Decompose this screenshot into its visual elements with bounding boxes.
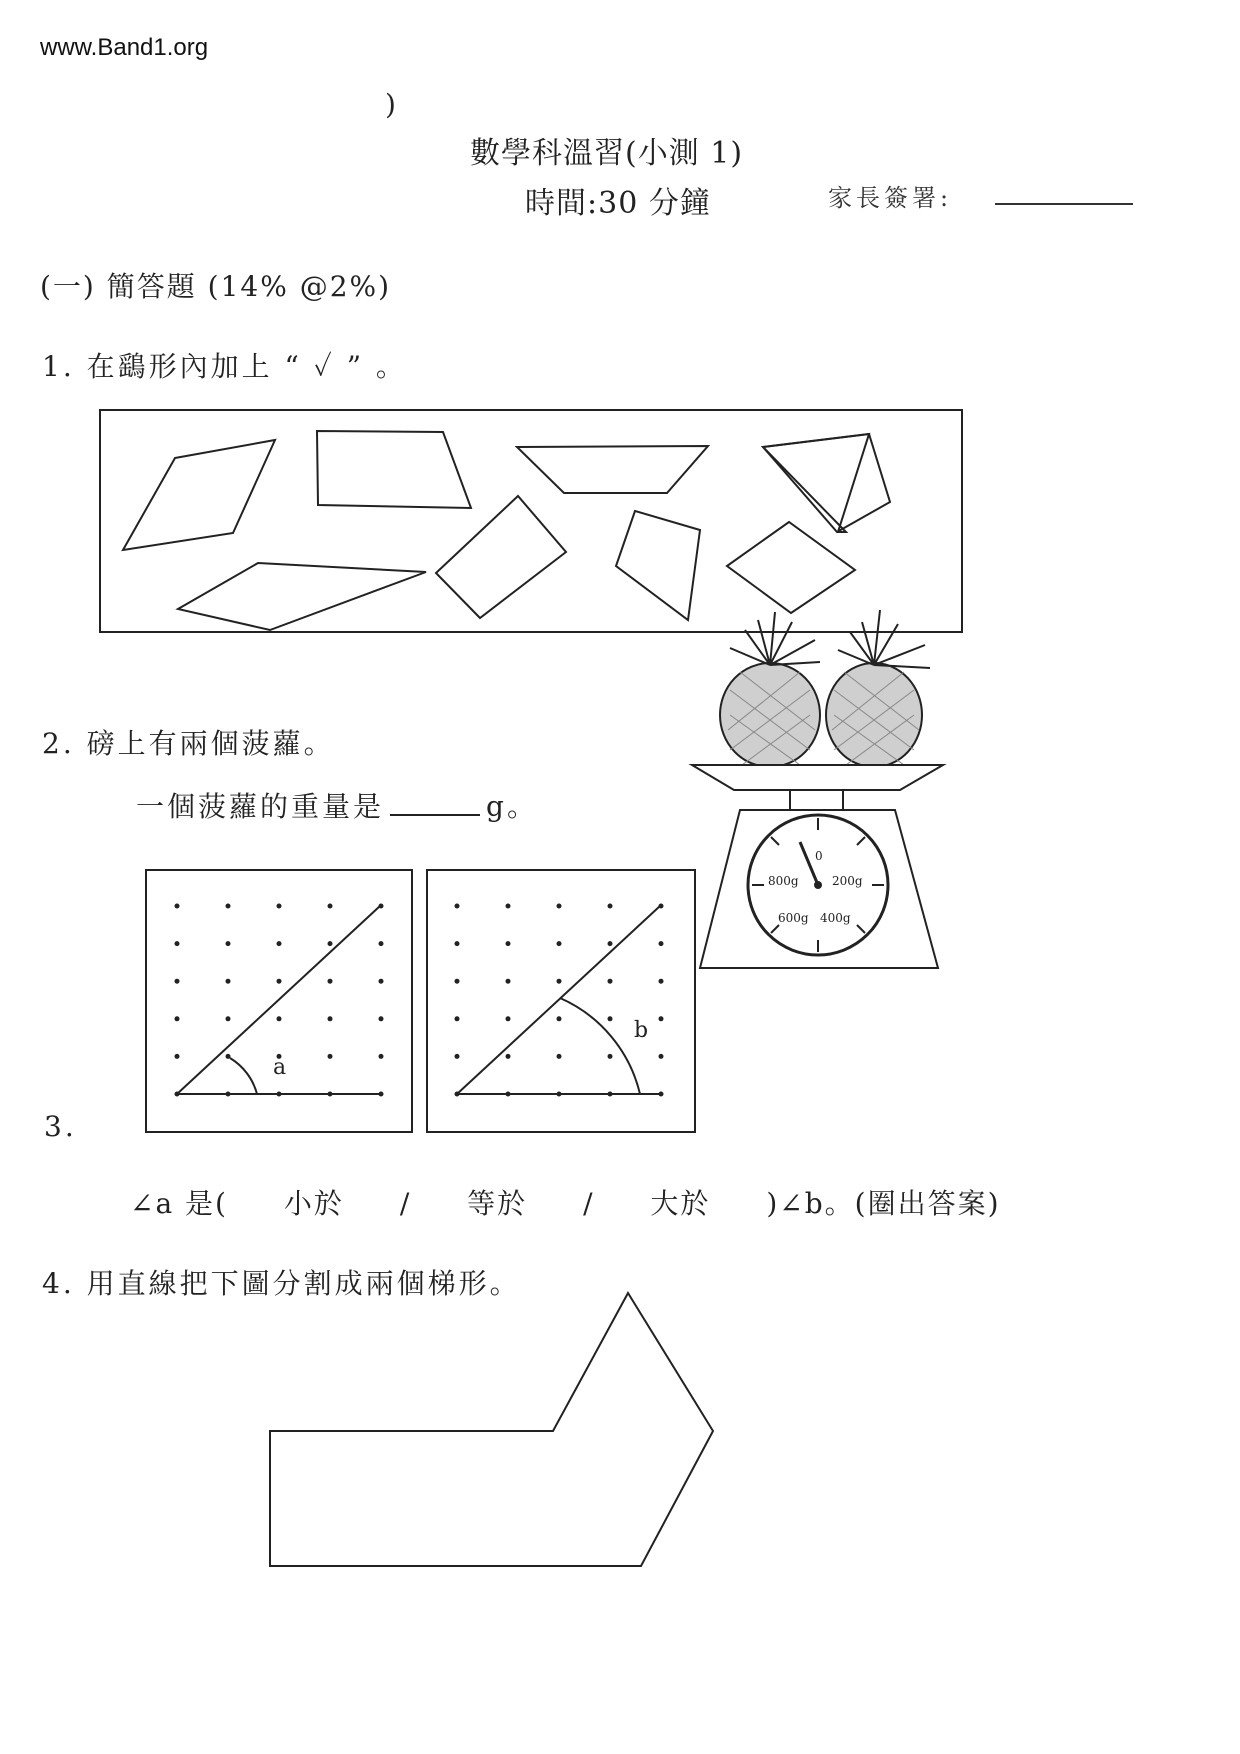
- q1-shapes: [100, 410, 962, 632]
- grid-dot: [277, 1016, 282, 1021]
- quadrilateral-shape[interactable]: [616, 511, 700, 620]
- grid-dot: [175, 1054, 180, 1059]
- dot-grid-a: [146, 870, 412, 1132]
- parent-signature-label: 家長簽署:: [828, 184, 953, 212]
- question-2: 2. 磅上有兩個菠蘿。: [42, 727, 335, 760]
- grid-dot: [455, 1016, 460, 1021]
- grid-dot: [557, 1016, 562, 1021]
- grid-dot: [328, 941, 333, 946]
- grid-dot: [455, 979, 460, 984]
- grid-dot: [277, 904, 282, 909]
- section-heading: (一) 簡答題 (14% @2%): [40, 270, 392, 303]
- question-2-prefix: 一個菠蘿的重量是: [136, 790, 385, 823]
- dial-label-0: 0: [815, 849, 823, 863]
- isosceles-trapezoid-shape[interactable]: [517, 446, 708, 493]
- pineapple-icon: [720, 663, 820, 767]
- grid-dot: [328, 904, 333, 909]
- question-4: 4. 用直線把下圖分割成兩個梯形。: [42, 1267, 521, 1300]
- grid-dot: [328, 1054, 333, 1059]
- option-greater-than[interactable]: 大於: [650, 1187, 711, 1220]
- dial-hub: [815, 882, 821, 888]
- grid-dot: [506, 979, 511, 984]
- question-1: 1. 在鷂形內加上 “ ✓ ” 。: [42, 350, 407, 383]
- dial-label-600g: 600g: [778, 911, 809, 925]
- grid-dot: [226, 904, 231, 909]
- shapes-frame: [100, 410, 962, 632]
- grid-dot: [608, 904, 613, 909]
- dial-label-200g: 200g: [832, 874, 863, 888]
- angle-a-label: a: [273, 1055, 287, 1080]
- dot-grid-b: [427, 870, 695, 1132]
- question-3-number: 3.: [44, 1110, 77, 1143]
- grid-dot: [506, 1016, 511, 1021]
- rectangle-shape[interactable]: [436, 496, 566, 618]
- grid-dot: [506, 941, 511, 946]
- q3-suffix: )∠b。(圈出答案): [766, 1187, 1001, 1220]
- question-2-unit: g。: [486, 790, 538, 823]
- grid-dot: [608, 1054, 613, 1059]
- dial-label-800g: 800g: [768, 874, 799, 888]
- option-less-than[interactable]: 小於: [283, 1187, 344, 1220]
- grid-dot: [379, 1016, 384, 1021]
- page-title: 數學科溫習(小測 1): [470, 136, 744, 171]
- grid-dot: [175, 904, 180, 909]
- grid-dot: [455, 1054, 460, 1059]
- scale-neck: [790, 790, 843, 810]
- grid-dot: [379, 979, 384, 984]
- grid-dot: [379, 941, 384, 946]
- site-url: www.Band1.org: [40, 34, 209, 61]
- grid-dot: [506, 904, 511, 909]
- grid-dot: [175, 941, 180, 946]
- grid-dot: [659, 941, 664, 946]
- grid-dot: [557, 979, 562, 984]
- grid-dot: [608, 1016, 613, 1021]
- kite-shape-long[interactable]: [178, 563, 426, 630]
- option-equal[interactable]: 等於: [467, 1187, 528, 1220]
- grid-dot: [328, 979, 333, 984]
- option-separator: /: [583, 1187, 595, 1220]
- grid-dot: [659, 1054, 664, 1059]
- grid-dot: [379, 1054, 384, 1059]
- time-limit: 時間:30 分鐘: [525, 186, 711, 221]
- trapezoid-shape[interactable]: [317, 431, 471, 508]
- grid-dot: [608, 941, 613, 946]
- grid-dot: [277, 979, 282, 984]
- grid-dot: [277, 941, 282, 946]
- grid-dot: [659, 1016, 664, 1021]
- rhombus-shape[interactable]: [763, 434, 869, 532]
- grid-dot: [226, 979, 231, 984]
- pineapple-leaves: [730, 610, 930, 668]
- grid-dot: [328, 1016, 333, 1021]
- grid-dot: [226, 941, 231, 946]
- kitchen-scale: [692, 610, 943, 968]
- angle-b-arc: [560, 998, 640, 1094]
- pineapple-icon: [826, 663, 922, 767]
- grid-dot: [455, 941, 460, 946]
- grid-dot: [506, 1054, 511, 1059]
- option-separator: /: [399, 1187, 412, 1220]
- kite-shape-top-right[interactable]: [763, 434, 890, 532]
- grid-dot: [455, 904, 460, 909]
- grid-dot: [557, 1054, 562, 1059]
- grid-dot: [557, 941, 562, 946]
- angle-a-arc: [230, 1058, 257, 1094]
- grid-dot: [226, 1054, 231, 1059]
- header-paren: ): [385, 88, 396, 121]
- grid-dot: [175, 979, 180, 984]
- dial-label-400g: 400g: [820, 911, 851, 925]
- q4-polygon[interactable]: [270, 1293, 713, 1566]
- grid-dot: [608, 979, 613, 984]
- grid-dot: [557, 904, 562, 909]
- scale-pan: [692, 765, 943, 790]
- grid-dot: [226, 1016, 231, 1021]
- grid-dot: [175, 1016, 180, 1021]
- q3-prefix: ∠a 是(: [130, 1187, 228, 1220]
- diamond-shape[interactable]: [727, 522, 855, 613]
- parallelogram-shape[interactable]: [123, 440, 275, 550]
- grid-dot: [659, 979, 664, 984]
- angle-b-label: b: [634, 1018, 649, 1043]
